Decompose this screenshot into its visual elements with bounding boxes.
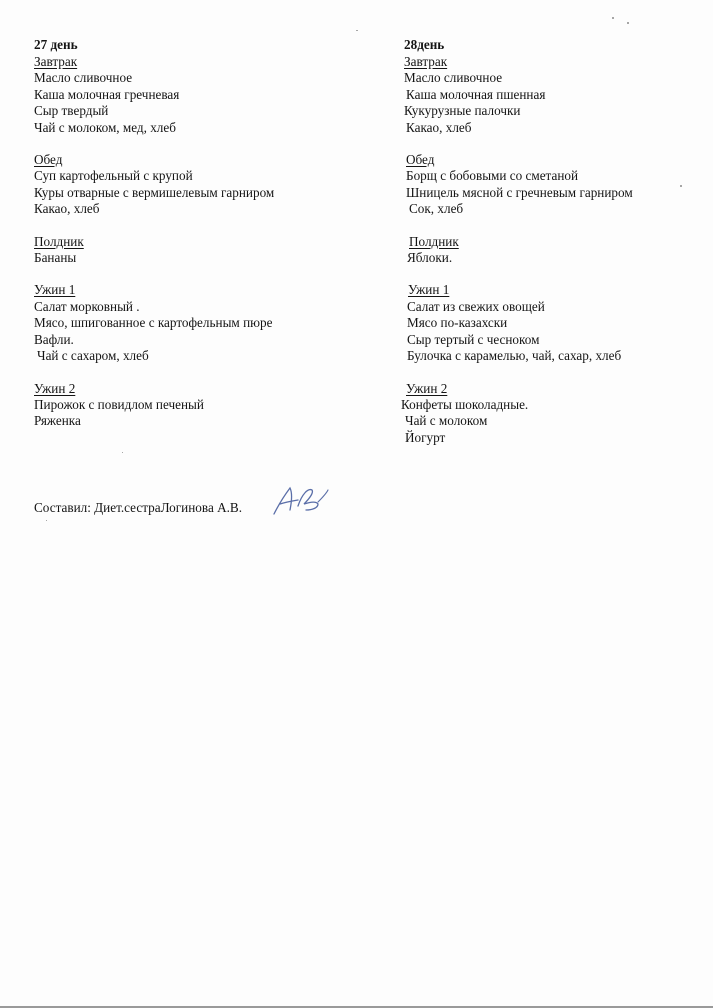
menu-item: Сыр твердый [34, 103, 109, 119]
snack-section [34, 234, 364, 267]
menu-item: Мясо по-казахски [407, 315, 508, 331]
scan-speck [680, 185, 682, 187]
scan-speck [612, 17, 614, 19]
menu-item: Какао, хлеб [406, 119, 472, 135]
day-28-column [401, 37, 694, 462]
day-27-column [34, 37, 364, 446]
section-title: Ужин 1 [34, 282, 76, 298]
section-title: Завтрак [34, 54, 78, 69]
lunch-section [404, 152, 694, 218]
compiled-by-line: Составил: Диет.сестраЛогинова А.В. [34, 500, 243, 515]
day-title: 27 день [34, 37, 78, 52]
menu-item: Шницель мясной с гречневым гарниром [406, 184, 633, 200]
section-title: Полдник [34, 233, 84, 249]
scan-speck [627, 22, 629, 24]
menu-item: Сок, хлеб [409, 201, 464, 217]
breakfast-section [404, 54, 694, 136]
menu-item: Чай с молоком, мед, хлеб [34, 119, 176, 135]
menu-item: Йогурт [405, 429, 446, 445]
menu-item: Бананы [34, 250, 77, 266]
scan-speck [46, 520, 47, 521]
scan-speck [122, 452, 123, 453]
day-title: 28день [404, 37, 445, 52]
lunch-section [34, 152, 364, 218]
section-title: Завтрак [404, 54, 448, 69]
menu-item: Каша молочная пшенная [406, 86, 546, 102]
breakfast-section [34, 54, 364, 136]
menu-item: Какао, хлеб [34, 201, 100, 217]
supper-1-section [34, 282, 364, 364]
section-title: Обед [34, 152, 63, 168]
menu-item: Сыр тертый с чесноком [407, 331, 540, 347]
section-title: Ужин 1 [408, 282, 450, 298]
menu-item: Каша молочная гречневая [34, 86, 180, 102]
menu-item: Борщ с бобовыми со сметаной [406, 168, 579, 184]
supper-2-section [401, 381, 694, 447]
menu-item: Ряженка [34, 413, 81, 429]
section-title: Ужин 2 [34, 380, 76, 396]
section-title: Полдник [409, 233, 459, 249]
supper-2-section [34, 381, 364, 430]
menu-item: Пирожок с повидлом печеный [34, 396, 204, 412]
supper-1-section [404, 282, 694, 364]
menu-item: Суп картофельный с крупой [34, 168, 193, 184]
section-title: Ужин 2 [406, 380, 448, 396]
snack-section [404, 234, 694, 267]
menu-item: Конфеты шоколадные. [401, 396, 529, 412]
menu-item: Чай с сахаром, хлеб [37, 348, 149, 364]
signature-mark [268, 480, 334, 520]
menu-item: Кукурузные палочки [404, 103, 521, 119]
menu-item: Масло сливочное [404, 70, 503, 86]
menu-item: Куры отварные с вермишелевым гарниром [34, 184, 275, 200]
menu-item: Яблоки. [407, 250, 453, 266]
menu-item: Мясо, шпигованное с картофельным пюре [34, 315, 273, 331]
scan-speck [356, 30, 358, 31]
menu-item: Масло сливочное [34, 70, 133, 86]
menu-item: Вафли. [34, 331, 74, 347]
menu-item: Салат морковный . [34, 298, 140, 314]
menu-item: Булочка с карамелью, чай, сахар, хлеб [407, 348, 622, 364]
section-title: Обед [406, 152, 435, 168]
menu-item: Салат из свежих овощей [407, 298, 545, 314]
menu-item: Чай с молоком [405, 413, 488, 429]
